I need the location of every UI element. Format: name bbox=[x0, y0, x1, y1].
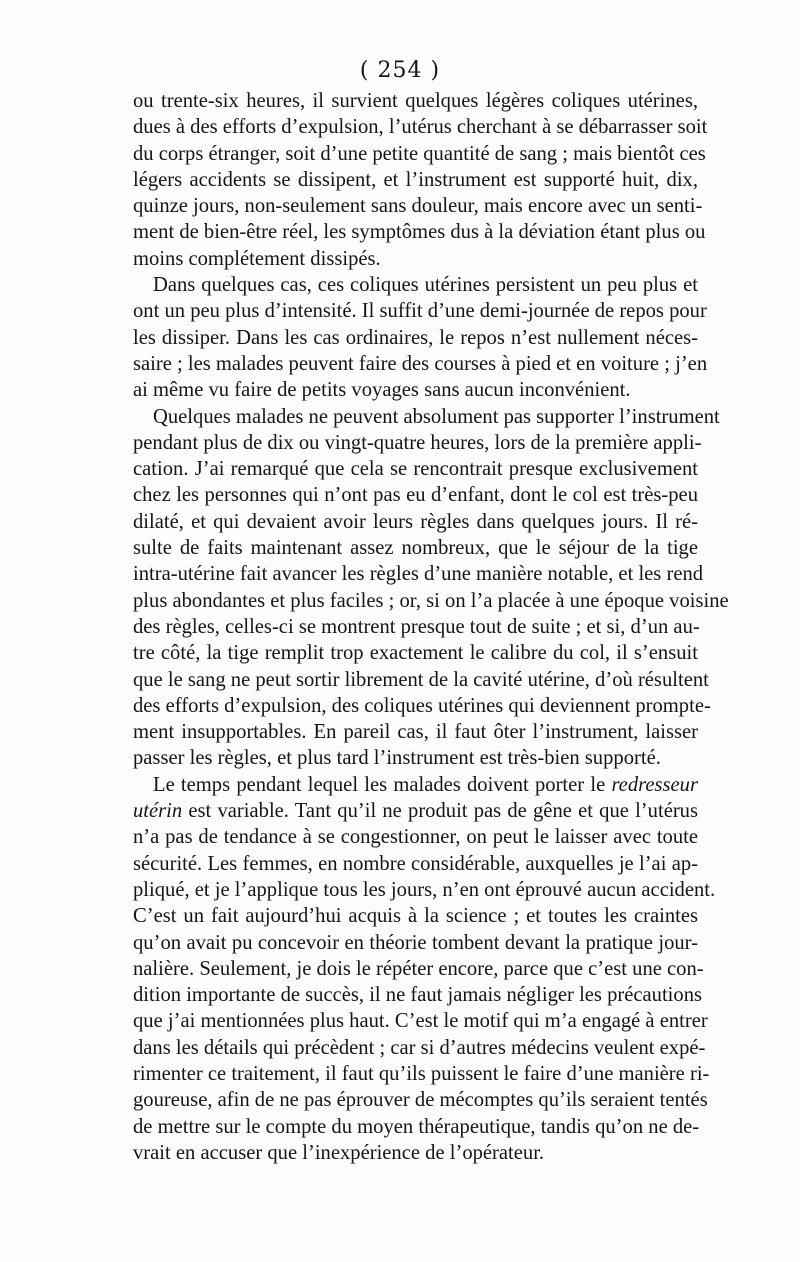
text-line: les dissiper. Dans les cas ordinaires, le repos n’est nullement néces- bbox=[133, 326, 698, 349]
paragraph-3 bbox=[133, 404, 729, 772]
text-line: ou trente-six heures, il survient quelques légères coliques utérines, bbox=[133, 90, 698, 112]
text-line: du corps étranger, soit d’une petite quantité de sang ; mais bientôt ces bbox=[133, 142, 706, 165]
text-line bbox=[133, 772, 698, 798]
text-line: passer les règles, et plus tard l’instrument est très-bien supporté. bbox=[133, 747, 661, 770]
text-line: sécurité. Les femmes, en nombre considérable, auxquelles je l’ai ap- bbox=[133, 852, 698, 875]
text-line: que le sang ne peut sortir librement de la cavité utérine, d’où résultent bbox=[133, 668, 709, 691]
text-line: pendant plus de dix ou vingt-quatre heures, lors de la première appli- bbox=[133, 431, 702, 454]
text-line: quinze jours, non-seulement sans douleur, mais encore avec un senti- bbox=[133, 195, 703, 218]
text-line: Quelques malades ne peuvent absolument pas supporter l’instrument bbox=[153, 405, 720, 428]
text-line: dition importante de succès, il ne faut jamais négliger les précautions bbox=[133, 984, 703, 1007]
text-line: goureuse, afin de ne pas éprouver de mécomptes qu’ils seraient tentés bbox=[133, 1089, 708, 1112]
text-line: sulte de faits maintenant assez nombreux, que le séjour de la tige bbox=[133, 537, 698, 560]
text-line: que j’ai mentionnées plus haut. C’est le motif qui m’a engagé à entrer bbox=[133, 1010, 708, 1033]
paragraph-2 bbox=[133, 272, 708, 403]
italic-term: utérin bbox=[133, 800, 183, 823]
body-text bbox=[133, 88, 729, 1166]
text-line: chez les personnes qui n’ont pas eu d’enfant, dont le col est très-peu bbox=[133, 484, 698, 507]
text-line: vrait en accuser que l’inexpérience de l’opérateur. bbox=[133, 1141, 545, 1164]
italic-term: redresseur bbox=[611, 773, 698, 796]
text-line: des règles, celles-ci se montrent presque tout de suite ; et si, d’un au- bbox=[133, 615, 700, 638]
text-line: pliqué, et je l’applique tous les jours, n’en ont éprouvé aucun accident. bbox=[133, 878, 716, 901]
text-line: ment de bien-être réel, les symptômes dus à la déviation étant plus ou bbox=[133, 221, 706, 244]
text-line: cation. J’ai remarqué que cela se rencontrait presque exclusivement bbox=[133, 458, 698, 481]
text-line: intra-utérine fait avancer les règles d’une manière notable, et les rend bbox=[133, 563, 704, 586]
text-line: de mettre sur le compte du moyen thérapeutique, tandis qu’on ne de- bbox=[133, 1115, 700, 1138]
text-line: qu’on avait pu concevoir en théorie tombent devant la pratique jour- bbox=[133, 931, 698, 954]
text-line: moins complétement dissipés. bbox=[133, 247, 381, 270]
text-line: Dans quelques cas, ces coliques utérines persistent un peu plus et bbox=[153, 274, 698, 297]
text-line: rimenter ce traitement, il faut qu’ils puissent le faire d’une manière ri- bbox=[133, 1062, 710, 1085]
text-line: dues à des efforts d’expulsion, l’utérus cherchant à se débarrasser soit bbox=[133, 116, 708, 139]
text-line: n’a pas de tendance à se congestionner, on peut le laisser avec toute bbox=[133, 826, 698, 849]
text-line: ont un peu plus d’intensité. Il suffit d’une demi-journée de repos pour bbox=[133, 300, 707, 323]
text-line: saire ; les malades peuvent faire des courses à pied et en voiture ; j’en bbox=[133, 352, 708, 375]
text-line: des efforts d’expulsion, des coliques utérines qui deviennent prompte- bbox=[133, 694, 711, 717]
paragraph-4 bbox=[133, 772, 716, 1166]
text-line: tre côté, la tige remplit trop exactement le calibre du col, il s’ensuit bbox=[133, 642, 698, 665]
text-line: C’est un fait aujourd’hui acquis à la science ; et toutes les craintes bbox=[133, 905, 698, 928]
text-line: ai même vu faire de petits voyages sans aucun inconvénient. bbox=[133, 379, 631, 402]
text-line: dans les détails qui précèdent ; car si d’autres médecins veulent expé- bbox=[133, 1036, 706, 1059]
text-run: Le temps pendant lequel les malades doivent porter le bbox=[153, 773, 612, 796]
paragraph-1 bbox=[133, 88, 708, 272]
text-line: plus abondantes et plus faciles ; or, si on l’a placée à une époque voisine bbox=[133, 589, 729, 612]
text-line: dilaté, et qui devaient avoir leurs règles dans quelques jours. Il ré- bbox=[133, 510, 698, 533]
text-line: nalière. Seulement, je dois le répéter encore, parce que c’est une con- bbox=[133, 957, 704, 980]
text-run: est variable. Tant qu’il ne produit pas de gêne et que l’utérus bbox=[182, 800, 698, 823]
page-number: ( 254 ) bbox=[359, 58, 441, 83]
text-line bbox=[133, 798, 698, 824]
text-line: légers accidents se dissipent, et l’instrument est supporté huit, dix, bbox=[133, 168, 698, 191]
text-line: ment insupportables. En pareil cas, il faut ôter l’instrument, laisser bbox=[133, 721, 698, 744]
